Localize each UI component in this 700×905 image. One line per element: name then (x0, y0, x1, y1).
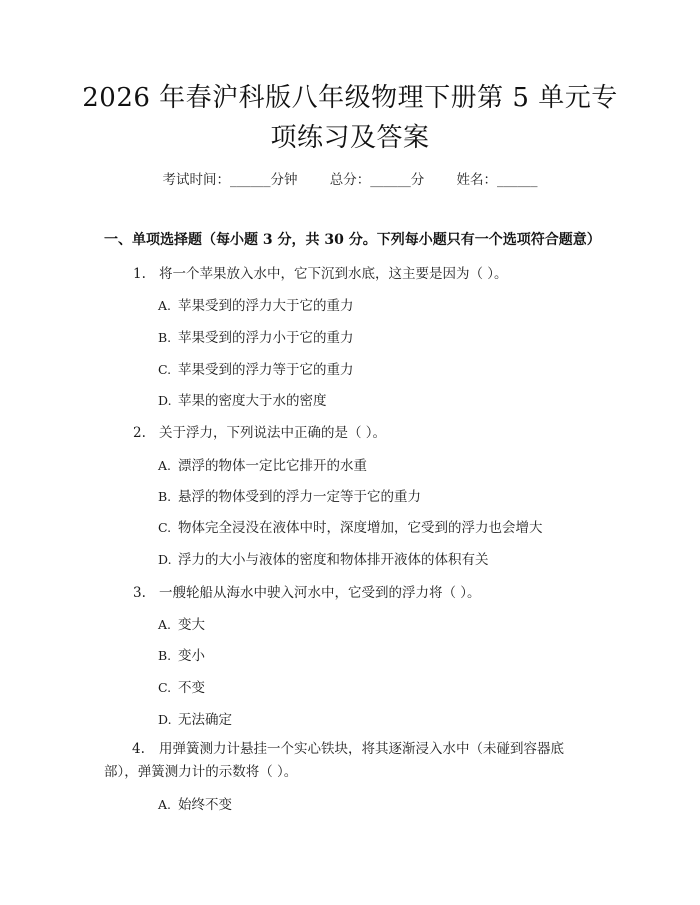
option-text: 始终不变 (178, 797, 232, 813)
option-text: 苹果受到的浮力大于它的重力 (178, 298, 354, 314)
question-2-option-c (158, 516, 543, 536)
option-letter: A. (158, 617, 172, 632)
question-2-option-d (158, 548, 489, 568)
option-text: 浮力的大小与液体的密度和物体排开液体的体积有关 (178, 552, 489, 568)
question-number: 1. (133, 266, 146, 282)
question-number: 2. (133, 425, 146, 441)
option-letter: B. (158, 489, 172, 504)
question-text: 用弹簧测力计悬挂一个实心铁块，将其逐渐浸入水中（未碰到容器底部），弹簧测力计的示数将（ ）。 (104, 741, 564, 780)
question-1-option-d (158, 389, 327, 409)
option-letter: C. (158, 680, 172, 695)
option-letter: C. (158, 520, 172, 535)
option-text: 不变 (178, 680, 205, 696)
option-letter: A. (158, 797, 172, 812)
option-text: 苹果的密度大于水的密度 (178, 393, 327, 409)
question-text: 关于浮力，下列说法中正确的是（ ）。 (159, 425, 387, 441)
question-3-option-b (158, 644, 205, 664)
option-text: 变小 (178, 648, 205, 664)
option-letter: A. (158, 298, 172, 313)
question-4-option-a (158, 793, 232, 813)
option-letter: C. (158, 362, 172, 377)
question-2-option-b (158, 485, 421, 505)
document-title: 2026 年春沪科版八年级物理下册第 5 单元专项练习及答案 (82, 83, 618, 153)
student-name-field: 姓名：______ (456, 172, 538, 188)
question-1 (133, 262, 508, 282)
option-text: 悬浮的物体受到的浮力一定等于它的重力 (178, 489, 421, 505)
option-letter: D. (158, 552, 172, 567)
section-title: 一、单项选择题（每小题 3 分，共 30 分。下列每小题只有一个选项符合题意） (104, 232, 601, 248)
question-4 (104, 738, 574, 784)
option-text: 无法确定 (178, 712, 232, 728)
question-number: 4. (132, 741, 145, 757)
question-2 (133, 421, 386, 441)
option-text: 物体完全浸没在液体中时，深度增加，它受到的浮力也会增大 (178, 520, 543, 536)
exam-time-field: 考试时间：______分钟 (162, 172, 298, 188)
question-3-option-d (158, 708, 232, 728)
question-text: 一艘轮船从海水中驶入河水中，它受到的浮力将（ ）。 (159, 585, 481, 601)
question-3 (133, 581, 481, 601)
option-letter: D. (158, 393, 172, 408)
question-1-option-a (158, 294, 354, 314)
question-text: 将一个苹果放入水中，它下沉到水底，这主要是因为（ ）。 (159, 266, 508, 282)
question-number: 3. (133, 585, 146, 601)
exam-meta (0, 168, 700, 188)
option-text: 漂浮的物体一定比它排开的水重 (178, 458, 367, 474)
total-score-field: 总分：______分 (329, 172, 425, 188)
question-3-option-a (158, 613, 205, 633)
option-letter: B. (158, 648, 172, 663)
option-letter: A. (158, 458, 172, 473)
option-letter: B. (158, 330, 172, 345)
question-3-option-c (158, 676, 205, 696)
question-1-option-b (158, 326, 354, 346)
option-text: 苹果受到的浮力等于它的重力 (178, 362, 354, 378)
option-text: 变大 (178, 617, 205, 633)
question-2-option-a (158, 454, 367, 474)
option-text: 苹果受到的浮力小于它的重力 (178, 330, 354, 346)
question-1-option-c (158, 358, 354, 378)
option-letter: D. (158, 712, 172, 727)
